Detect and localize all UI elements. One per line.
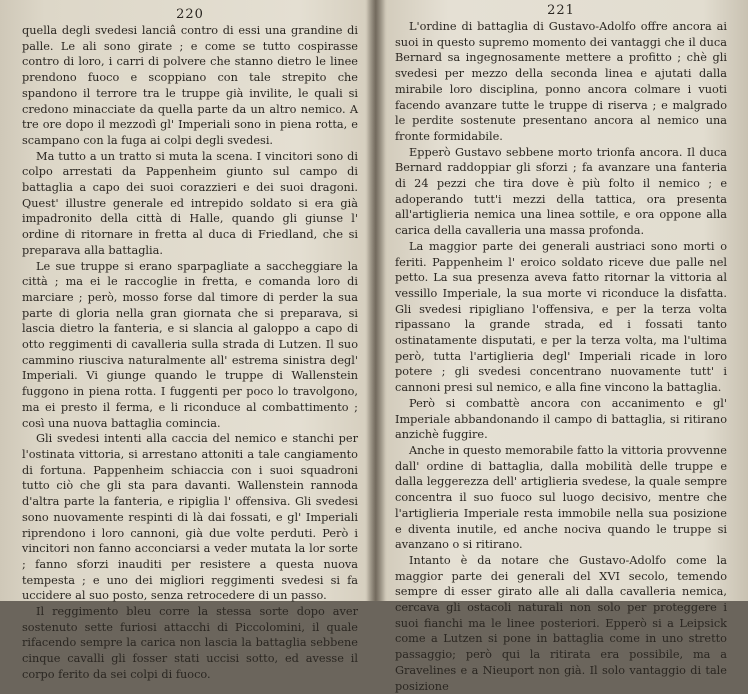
right-paragraph-6: Intanto è da notare che Gustavo-Adolfo come la maggior parte dei generali del XVI secolo, temendo sempre di esser girato alle ali dalla cavalleria nemica, cercava gli ostacoli naturali non solo per proteggere i suoi fianchi ma le linee posteriori. Epperò si a Leipsick come a Lutzen si pone in battaglia come in uno stretto passaggio; però qui la ritirata era possibile, ma a Gravelines e a Nieuport non già. Il solo vantaggio di tale posizione bbox=[395, 553, 727, 693]
book-gutter bbox=[365, 0, 387, 601]
right-paragraph-2: Epperò Gustavo sebbene morto trionfa ancora. Il duca Bernard raddoppiar gli sforzi ; fa avanzare una fanteria di 24 pezzi che tira dove è più folto il nemico ; e adoperando tutt'i mezzi della tattica, ora presenta all'artiglieria nemica una linea sottile, e ora oppone alla carica della cavalleria una massa profonda. bbox=[395, 145, 727, 238]
left-paragraph-4: Gli svedesi intenti alla caccia del nemico e stanchi per l'ostinata vittoria, si arrestano attoniti a tale cangiamento di fortuna. Pappenheim schiaccia con i suoi squadroni tutto ciò che gli sta para davanti. Wallenstein rannoda d'altra parte la fanteria, e ripiglia l' offensiva. Gli svedesi sono nuovamente respinti di là dai fossati, e gl' Imperiali riprendono i loro cannoni, già due volte perduti. Però i vincitori non fanno acconciarsi a veder mutata la lor sorte ; fanno sforzi inauditi per resistere a questa nuova tempesta ; e uno dei migliori reggimenti svedesi si fa uccidere al suo posto, senza retrocedere di un passo. bbox=[22, 432, 358, 603]
right-paragraph-3: La maggior parte dei generali austriaci sono morti o feriti. Pappenheim l' eroico soldato riceve due palle nel petto. La sua presenza aveva fatto ritornar la vittoria al vessillo Imperiale, la sua morte vi riconduce la disfatta. Gli svedesi ripigliano l'offensiva, e per la terza volta ripassano la grande strada, ed i fossati tanto ostinatamente disputati, e per la terza volta, ma l'ultima però, tutta l'artiglieria degl' Imperiali ricade in loro potere ; gli svedesi concentrano nuovamente tutt' i cannoni presi sul nemico, e alla fine vincono la battaglia. bbox=[395, 239, 727, 395]
right-paragraph-5: Anche in questo memorabile fatto la vittoria provvenne dall' ordine di battaglia, dalla mobilità delle truppe e dalla leggerezza dell' artiglieria svedese, la quale sempre concentra il suo fuoco sul luogo decisivo, mentre che l'artiglieria Imperiale resta immobile nella sua posizione e diventa inutile, ed anche nociva quando le truppe si avanzano o si ritirano. bbox=[395, 443, 727, 552]
left-page bbox=[22, 0, 358, 681]
left-page-number: 220 bbox=[176, 7, 204, 22]
left-paragraph-1: quella degli svedesi lanciâ contro di essi una grandine di palle. Le ali sono girate ; e come se tutto cospirasse contro di loro, i carri di polvere che stanno dietro le linee prendono fuoco e scoppiano con tale strepito che spandono il terrore tra le truppe già invilite, le quali si credono minacciate da quella parte da un altro nemico. A tre ore dopo il mezzodì gl' Imperiali sono in piena rotta, e scampano con la fuga ai colpi degli svedesi. bbox=[22, 24, 358, 147]
left-paragraph-2: Ma tutto a un tratto si muta la scena. I vincitori sono di colpo arrestati da Pappenheim giunto sul campo di battaglia a capo dei suoi corazzieri e dei suoi dragoni. Quest' illustre generale ed intrepido soldato si era già impadronito della città di Halle, quando gli giunse l' ordine di ritornare in fretta al duca di Friedland, che si preparava alla battaglia. bbox=[22, 149, 358, 257]
right-page-number: 221 bbox=[547, 3, 575, 18]
right-page-body bbox=[395, 19, 727, 694]
left-paragraph-5: Il reggimento bleu corre la stessa sorte dopo aver sostenuto sette furiosi attacchi di Piccolomini, il quale rifacendo sempre la carica non lascia la battaglia sebbene cinque cavalli gli fosser stati uccisi sotto, ed avesse il corpo ferito da sei colpi di fuoco. bbox=[22, 605, 358, 681]
right-page bbox=[395, 0, 727, 693]
left-page-body bbox=[22, 23, 358, 683]
right-paragraph-4: Però si combattè ancora con accanimento e gl' Imperiale abbandonando il campo di battaglia, si ritirano anzichè fuggire. bbox=[395, 396, 727, 442]
left-paragraph-3: Le sue truppe si erano sparpagliate a saccheggiare la città ; ma ei le raccoglie in fretta, e comanda loro di marciare ; però, mosso forse dal timore di perder la sua parte di gloria nella gran giornata che si preparava, si lascia dietro la fanteria, e si slancia al galoppo a capo di otto reggimenti di cavalleria sulla strada di Lutzen. Il suo cammino riusciva naturalmente all' estrema sinistra degl' Imperiali. Vi giunge quando le truppe di Wallenstein fuggono in piena rotta. I fuggenti per poco lo travolgono, ma ei presto il ferma, e li riconduce al combattimento ; così una nuova battaglia comincia. bbox=[22, 259, 358, 430]
right-paragraph-1: L'ordine di battaglia di Gustavo-Adolfo offre ancora ai suoi in questo supremo momento dei vantaggi che il duca Bernard sa ingegnosamente mettere a profitto ; chè gli svedesi per mezzo della seconda linea e ajutati dalla mirabile loro disciplina, ponno ancora colmare i vuoti facendo avanzare tutte le truppe di riserva ; e malgrado le perdite sostenute presentano ancora al nemico una fronte formidabile. bbox=[395, 20, 727, 143]
